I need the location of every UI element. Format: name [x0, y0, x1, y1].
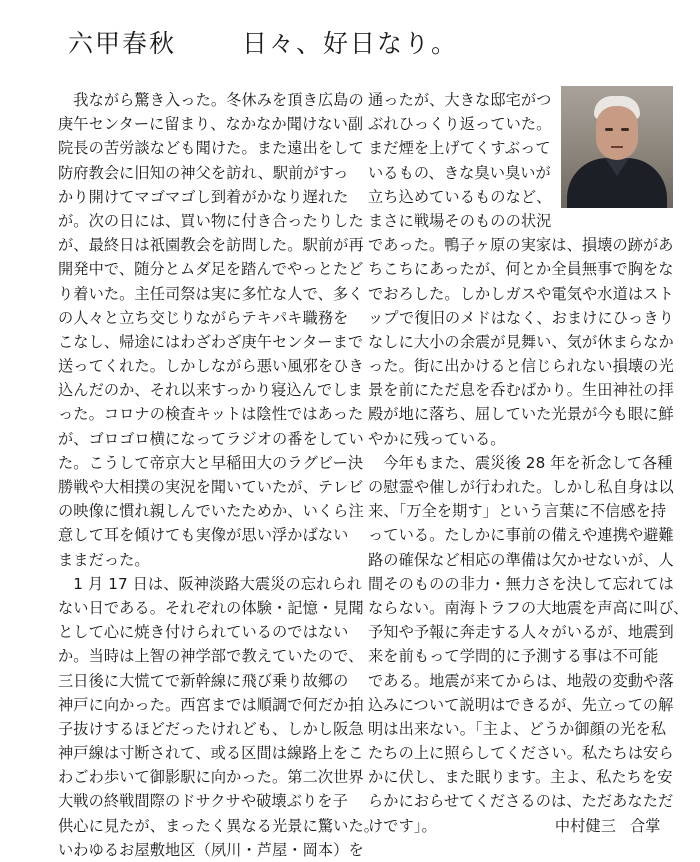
text-line: ちこちにあったが、何とか全員無事で胸をな [368, 260, 674, 279]
text-line: いるもの、きな臭い臭いが [368, 163, 551, 182]
text-line: 1 月 17 日は、阪神淡路大震災の忘れられ [58, 574, 362, 593]
text-line: が、最終日は祇園教会を訪問した。駅前が再 [58, 236, 364, 255]
text-line: った。街に出かけると信じられない損壊の光 [368, 357, 674, 376]
text-line: やかに残っている。 [368, 429, 506, 448]
text-line: として心に焼き付けられているのではない [58, 623, 349, 642]
text-line: っている。たしかに事前の備えや連携や避難 [368, 526, 674, 545]
text-line: 防府教会に旧知の神父を訪れ、駅前がすっ [58, 163, 349, 182]
text-line: ならない。南海トラフの大地震を声高に叫び、 [368, 598, 689, 617]
final-text: けです」。 [368, 816, 437, 835]
text-line: 勝戦や大相撲の実況を聞いていたが、テレビ [58, 478, 364, 496]
author-name: 中村健三 [554, 816, 616, 835]
signature [555, 814, 661, 838]
text-line: であった。鴨子ヶ原の実家は、損壊の跡があ [368, 236, 674, 255]
text-line: 送ってくれた。しかしながら悪い風邪をひき [58, 357, 364, 376]
text-line: 明は出来ない。「主よ、どうか御顔の光を私 [368, 719, 667, 738]
text-line: か。当時は上智の神学部で教えていたので、 [58, 647, 364, 666]
text-line: が。次の日には、買い物に付き合ったりした [58, 211, 364, 230]
text-line: ぶれひっくり返っていた。 [368, 115, 552, 134]
text-line: ップで復旧のメドはなく、おまけにひっきり [368, 308, 674, 327]
text-line: 立ち込めているものなど、 [368, 187, 552, 206]
text-line: まだ煙を上げてくすぶって [368, 139, 551, 158]
article-title: 日々、好日なり。 [241, 29, 458, 58]
text-line: 殿が地に落ち、屈していた光景が今も眼に鮮 [368, 405, 674, 424]
text-line: 来、「万全を期す」という言葉に不信感を持 [368, 502, 667, 521]
column-title: 六甲春秋 [68, 29, 177, 58]
text-line: 来を前もって学問的に予測する事は不可能 [368, 647, 659, 666]
header [68, 24, 458, 64]
text-line: た。こうして帝京大と早稲田大のラグビー決 [58, 453, 364, 472]
text-line: 子抜けするほどだったけれども、しかし阪急 [58, 719, 364, 738]
text-line: 院長の苦労談なども聞けた。また遠出をして [58, 139, 364, 158]
text-line: ままだった。 [58, 550, 150, 569]
text-line: まさに戦場そのものの状況 [368, 211, 552, 230]
text-line: り着いた。主任司祭は実に多忙な人で、多く [58, 284, 364, 303]
text-line: いわゆるお屋敷地区（夙川・芦屋・岡本）を [58, 840, 364, 859]
text-line: 庚午センターに留まり、なかなか聞けない副 [58, 115, 364, 134]
text-line: の人々と立ち交じりながらテキパキ職務を [58, 308, 349, 327]
text-line: 神戸に向かった。西宮までは順調で何だか拍 [58, 695, 364, 714]
text-line: 開発中で、随分とムダ足を踏んでやっとたど [58, 260, 364, 279]
text-line: たちの上に照らしてください。私たちは安ら [368, 744, 674, 763]
text-line: 今年もまた、震災後 28 年を祈念して各種 [368, 453, 673, 472]
text-line: である。地震が来てからは、地殻の変動や落 [368, 671, 674, 690]
text-line: った。コロナの検査キットは陰性ではあった [58, 405, 364, 424]
text-line: 我ながら驚き入った。冬休みを頂き広島の [58, 91, 364, 109]
text-line: 景を前にただ息を呑むばかり。生田神社の拝 [368, 381, 674, 400]
text-line: 通ったが、大きな邸宅がつ [368, 91, 552, 109]
text-line: 込んだのか、それ以来すっかり寝込んでしま [58, 381, 363, 400]
closing-word: 合掌 [630, 816, 661, 835]
right-column [368, 88, 689, 838]
text-line: 込みについて説明はできるが、先立っての解 [368, 695, 674, 714]
text-line: 神戸線は寸断されて、或る区間は線路上をこ [58, 744, 364, 763]
text-line: 大戦の終戦間際のドサクサや破壊ぶりを子 [58, 792, 348, 811]
text-line: 予知や予報に奔走する人々がいるが、地震到 [368, 623, 674, 642]
text-line: わごわ歩いて御影駅に向かった。第二次世界 [58, 768, 364, 787]
text-line: でおろした。しかしガスや電気や水道はスト [368, 284, 674, 303]
text-line: こなし、帰途にはわざわざ庚午センターまで [58, 332, 364, 351]
text-line: 供心に見たが、まったく異なる光景に驚いた。 [58, 816, 380, 835]
text-line: 三日後に大慌てで新幹線に飛び乗り故郷の [58, 671, 349, 690]
text-line: ない日である。それぞれの体験・記憶・見聞 [58, 598, 364, 617]
text-line: 意して耳を傾けても実像が思い浮かばない [58, 526, 349, 545]
text-line: なしに大小の余震が見舞い、気が休まらなか [368, 332, 674, 351]
text-line: かに伏し、また眠ります。主よ、私たちを安 [368, 768, 673, 787]
text-line: の慰霊や催しが行われた。しかし私自身は以 [368, 478, 674, 496]
text-line: が、ゴロゴロ横になってラジオの番をしてい [58, 429, 364, 448]
text-line: の映像に慣れ親しんでいたためか、いくら注 [58, 502, 364, 521]
closing-line [368, 814, 661, 838]
text-line: かり開けてマゴマゴし到着がかなり遅れた [58, 187, 349, 206]
left-column [58, 88, 380, 862]
text-line: 間そのものの非力・無力さを決して忘れては [368, 574, 674, 593]
text-line: 路の確保など相応の準備は欠かせないが、人 [368, 550, 674, 569]
text-line: らかにおらせてくださるのは、ただあなただ [368, 792, 674, 811]
